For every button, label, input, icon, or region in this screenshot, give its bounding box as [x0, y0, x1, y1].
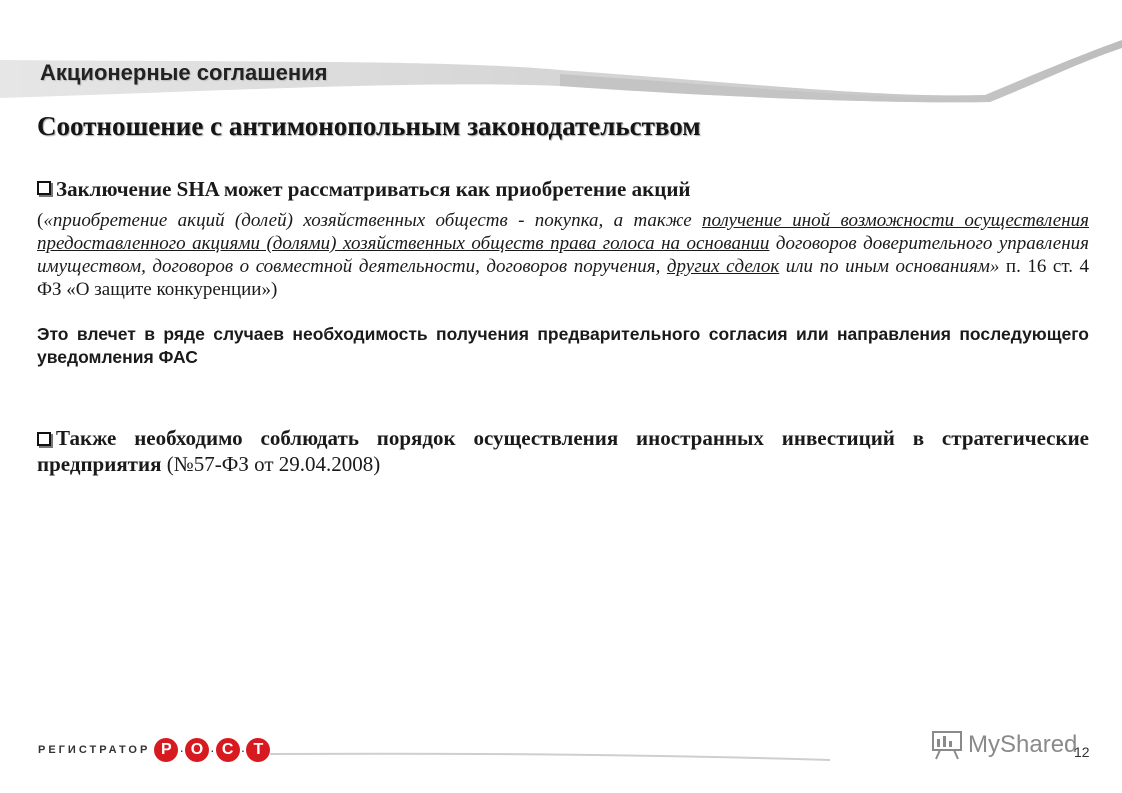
quote-underlined-2: других сделок	[666, 256, 780, 277]
bullet-1	[37, 175, 1089, 203]
watermark-text: MyShared	[968, 731, 1078, 758]
quote-text-3: или по иным основаниям»	[779, 256, 1000, 277]
header-swoosh-decoration	[0, 0, 1122, 110]
bullet-2	[37, 425, 1089, 477]
bullet-1-heading: Заключение SHA может рассматриваться как приобретение акций	[56, 177, 691, 201]
quote-underlined-1: получение иной возможности осуществления предоставленного акциями (долями) хозяйственных обществ права голоса на основании	[37, 210, 1090, 254]
checkbox-bullet-icon	[37, 181, 51, 195]
slide-title: Соотношение с антимонопольным законодательством	[37, 111, 701, 141]
page-number: 12	[1074, 744, 1090, 760]
presentation-board-icon	[930, 730, 964, 760]
quote-open-paren: (	[37, 210, 44, 231]
consequence-text: Это влечет в ряде случаев необходимость получения предварительного согласия или направления последующего уведомления ФАС	[37, 324, 1089, 367]
logo-letter: Т	[246, 738, 270, 762]
bullet-2-law-ref: (№57-ФЗ от 29.04.2008)	[161, 452, 381, 476]
quote-source: п. 16 ст. 4 ФЗ «О защите конкуренции»)	[37, 256, 1089, 300]
slide-content	[37, 175, 1089, 477]
myshared-watermark	[930, 730, 1077, 760]
quote-text-1: «приобретение акций (долей) хозяйственных обществ - покупка, а также	[43, 210, 702, 231]
logo-word: РЕГИСТРАТОР	[38, 744, 151, 756]
law-quote	[37, 209, 1089, 301]
section-title: Акционерные соглашения	[40, 60, 328, 85]
bullet-2-bold-text: Также необходимо соблюдать порядок осуществления иностранных инвестиций в стратегические предприятия	[37, 426, 1089, 476]
footer-divider	[270, 748, 830, 762]
logo-letter: Р	[154, 738, 178, 762]
checkbox-bullet-icon	[37, 432, 51, 446]
quote-text-2: договоров доверительного управления имуществом, договоров о совместной деятельности, договоров поручения,	[37, 233, 1089, 277]
logo-letter: С	[216, 738, 240, 762]
logo-letter: О	[185, 738, 209, 762]
registrar-rost-logo: РЕГИСТРАТОР Р · О · С · Т	[38, 738, 270, 762]
